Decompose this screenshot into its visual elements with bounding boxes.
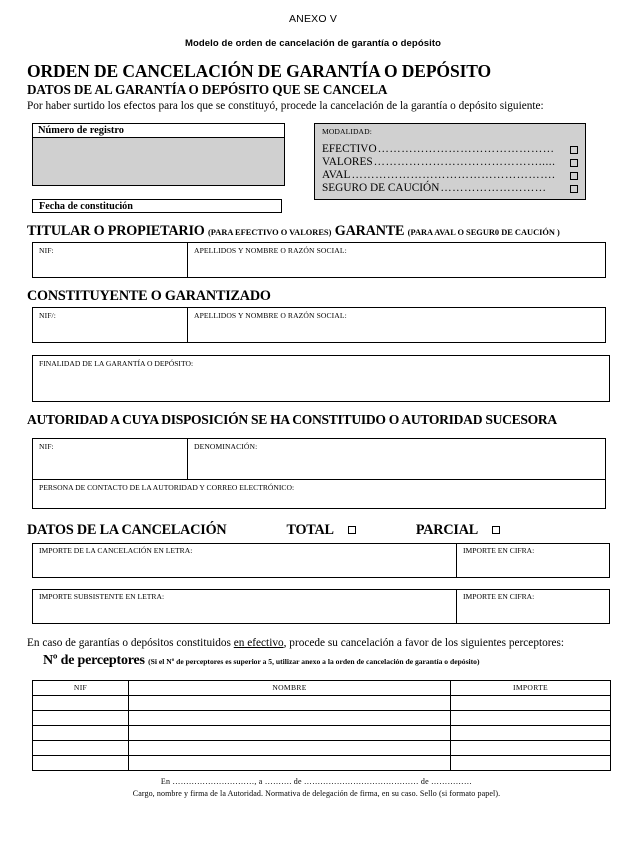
garante-heading-note-2: (PARA AVAL O SEGUR0 DE CAUCIÓN ) <box>407 228 560 238</box>
column-header-importe: IMPORTE <box>451 680 611 695</box>
importe-cancelacion-box <box>32 543 610 578</box>
document-content <box>0 62 626 798</box>
registro-modalidad-row <box>27 123 606 213</box>
importe-cancelacion-letra-label: IMPORTE DE LA CANCELACIÓN EN LETRA: <box>39 545 193 555</box>
dot-leader: ……………………………………..... <box>373 157 556 169</box>
modalidad-box <box>314 123 586 200</box>
modalidad-option-label: VALORES <box>322 156 373 169</box>
page-title: ORDEN DE CANCELACIÓN DE GARANTÍA O DEPÓSITO <box>27 61 492 81</box>
table-row <box>33 755 611 770</box>
cell-nif[interactable] <box>33 755 129 770</box>
cell-nombre[interactable] <box>129 755 451 770</box>
cell-nif[interactable] <box>33 695 129 710</box>
modalidad-option-aval[interactable] <box>322 169 578 182</box>
column-header-nif: NIF <box>33 680 129 695</box>
checkbox-valores[interactable] <box>570 159 578 167</box>
constituyente-nombre-field[interactable] <box>188 308 605 342</box>
cell-nombre[interactable] <box>129 695 451 710</box>
cell-nombre[interactable] <box>129 710 451 725</box>
section-heading-constituyente: CONSTITUYENTE O GARANTIZADO <box>27 288 271 304</box>
checkbox-total[interactable] <box>348 526 356 534</box>
table-row <box>33 725 611 740</box>
autoridad-nif-label: NIF: <box>39 441 54 451</box>
perceptores-intro <box>27 637 606 650</box>
cell-importe[interactable] <box>451 740 611 755</box>
fecha-constitucion-label[interactable]: Fecha de constitución <box>32 199 282 213</box>
constituyente-fieldbox <box>32 307 606 343</box>
cell-nif[interactable] <box>33 740 129 755</box>
importe-cancelacion-cifra-field[interactable] <box>457 544 609 577</box>
cell-nombre[interactable] <box>129 725 451 740</box>
total-label: TOTAL <box>286 521 334 538</box>
titular-nif-field[interactable] <box>33 243 188 277</box>
table-row <box>33 740 611 755</box>
section-heading-autoridad: AUTORIDAD A CUYA DISPOSICIÓN SE HA CONSTITUIDO O AUTORIDAD SUCESORA <box>27 411 557 427</box>
modalidad-option-valores[interactable] <box>322 156 578 169</box>
constituyente-row <box>33 308 605 342</box>
finalidad-field[interactable] <box>32 355 610 402</box>
finalidad-label: FINALIDAD DE LA GARANTÍA O DEPÓSITO: <box>39 358 194 368</box>
intro-paragraph: Por haber surtido los efectos para los que se constituyó, procede la cancelación de la garantía o depósito siguiente: <box>27 100 544 113</box>
section-heading-titular <box>27 224 606 240</box>
titular-row <box>33 243 605 277</box>
anexo-title: ANEXO V <box>288 13 338 25</box>
checkbox-seguro-caucion[interactable] <box>570 185 578 193</box>
perceptores-count-line <box>43 653 606 668</box>
cell-importe[interactable] <box>451 710 611 725</box>
autoridad-fieldbox <box>32 438 606 509</box>
cancelacion-heading-label: DATOS DE LA CANCELACIÓN <box>27 521 227 538</box>
cell-importe[interactable] <box>451 725 611 740</box>
column-header-nombre: NOMBRE <box>129 680 451 695</box>
perceptores-count-label: Nº de perceptores <box>43 652 145 668</box>
cell-nombre[interactable] <box>129 740 451 755</box>
constituyente-nif-label: NIF/: <box>39 310 56 320</box>
autoridad-nif-field[interactable] <box>33 439 188 479</box>
importe-subsistente-cifra-label: IMPORTE EN CIFRA: <box>463 591 535 601</box>
importe-cancelacion-letra-field[interactable] <box>33 544 457 577</box>
autoridad-denominacion-field[interactable] <box>188 439 605 479</box>
cell-importe[interactable] <box>451 755 611 770</box>
constituyente-nif-field[interactable] <box>33 308 188 342</box>
modelo-subtitle: Modelo de orden de cancelación de garantía o depósito <box>184 38 442 49</box>
autoridad-row <box>33 439 605 479</box>
garante-heading-main: GARANTE <box>334 223 405 240</box>
importe-subsistente-box <box>32 589 610 624</box>
importe-subsistente-letra-field[interactable] <box>33 590 457 623</box>
importe-cancelacion-cifra-label: IMPORTE EN CIFRA: <box>463 545 535 555</box>
titular-nombre-label: APELLIDOS Y NOMBRE O RAZÓN SOCIAL: <box>194 246 347 255</box>
perceptores-table <box>32 680 611 771</box>
titular-nombre-field[interactable] <box>188 243 605 277</box>
registro-group <box>32 123 285 213</box>
cell-nif[interactable] <box>33 725 129 740</box>
perceptores-intro-pre: En caso de garantías o depósitos constituidos <box>27 636 234 649</box>
autoridad-denominacion-label: DENOMINACIÓN: <box>194 441 258 451</box>
modalidad-option-label: SEGURO DE CAUCIÓN <box>322 182 440 195</box>
autoridad-contacto-row <box>33 479 605 508</box>
registro-number-label: Número de registro <box>32 123 285 138</box>
modalidad-label: MODALIDAD: <box>322 127 372 137</box>
checkbox-parcial[interactable] <box>492 526 500 534</box>
perceptores-intro-post: , procede su cancelación a favor de los siguientes perceptores: <box>283 636 565 649</box>
page-subtitle: DATOS DE AL GARANTÍA O DEPÓSITO QUE SE CANCELA <box>27 81 388 97</box>
titular-fieldbox <box>32 242 606 278</box>
table-header-row <box>33 680 611 695</box>
dot-leader: ……………………………………………. <box>351 170 556 182</box>
titular-nif-label: NIF: <box>39 246 54 255</box>
checkbox-aval[interactable] <box>570 172 578 180</box>
dot-leader: ……………………… <box>440 183 547 195</box>
parcial-label: PARCIAL <box>415 521 479 538</box>
perceptores-intro-underline: en efectivo <box>233 636 284 649</box>
constituyente-nombre-label: APELLIDOS Y NOMBRE O RAZÓN SOCIAL: <box>194 310 347 320</box>
modalidad-option-label: EFECTIVO <box>322 143 377 156</box>
registro-number-field[interactable] <box>32 138 285 186</box>
checkbox-efectivo[interactable] <box>570 146 578 154</box>
modalidad-option-seguro-caucion[interactable] <box>322 182 578 195</box>
modalidad-option-efectivo[interactable] <box>322 143 578 156</box>
table-row <box>33 695 611 710</box>
perceptores-count-note: (Si el Nº de perceptores es superior a 5, utilizar anexo a la orden de cancelación de garantía o depósito) <box>148 656 480 666</box>
cell-importe[interactable] <box>451 695 611 710</box>
table-row <box>33 710 611 725</box>
modalidad-option-label: AVAL <box>322 169 351 182</box>
autoridad-contacto-label: PERSONA DE CONTACTO DE LA AUTORIDAD Y CORREO ELECTRÓNICO: <box>39 482 295 492</box>
titular-heading-main: TITULAR O PROPIETARIO <box>27 223 205 240</box>
cell-nif[interactable] <box>33 710 129 725</box>
dot-leader: ……………………………………… <box>377 144 555 156</box>
importe-subsistente-letra-label: IMPORTE SUBSISTENTE EN LETRA: <box>39 591 165 601</box>
titular-heading-note-1: (PARA EFECTIVO O VALORES) <box>208 228 332 238</box>
section-heading-cancelacion <box>27 522 606 539</box>
signature-note: Cargo, nombre y firma de la Autoridad. Normativa de delegación de firma, en su caso. Sello (si formato papel). <box>132 788 501 798</box>
signature-place-date-line: En …………………………, a ………. de …………………………………… de …………… <box>160 776 473 786</box>
importe-subsistente-cifra-field[interactable] <box>457 590 609 623</box>
autoridad-contacto-field[interactable] <box>33 480 605 508</box>
